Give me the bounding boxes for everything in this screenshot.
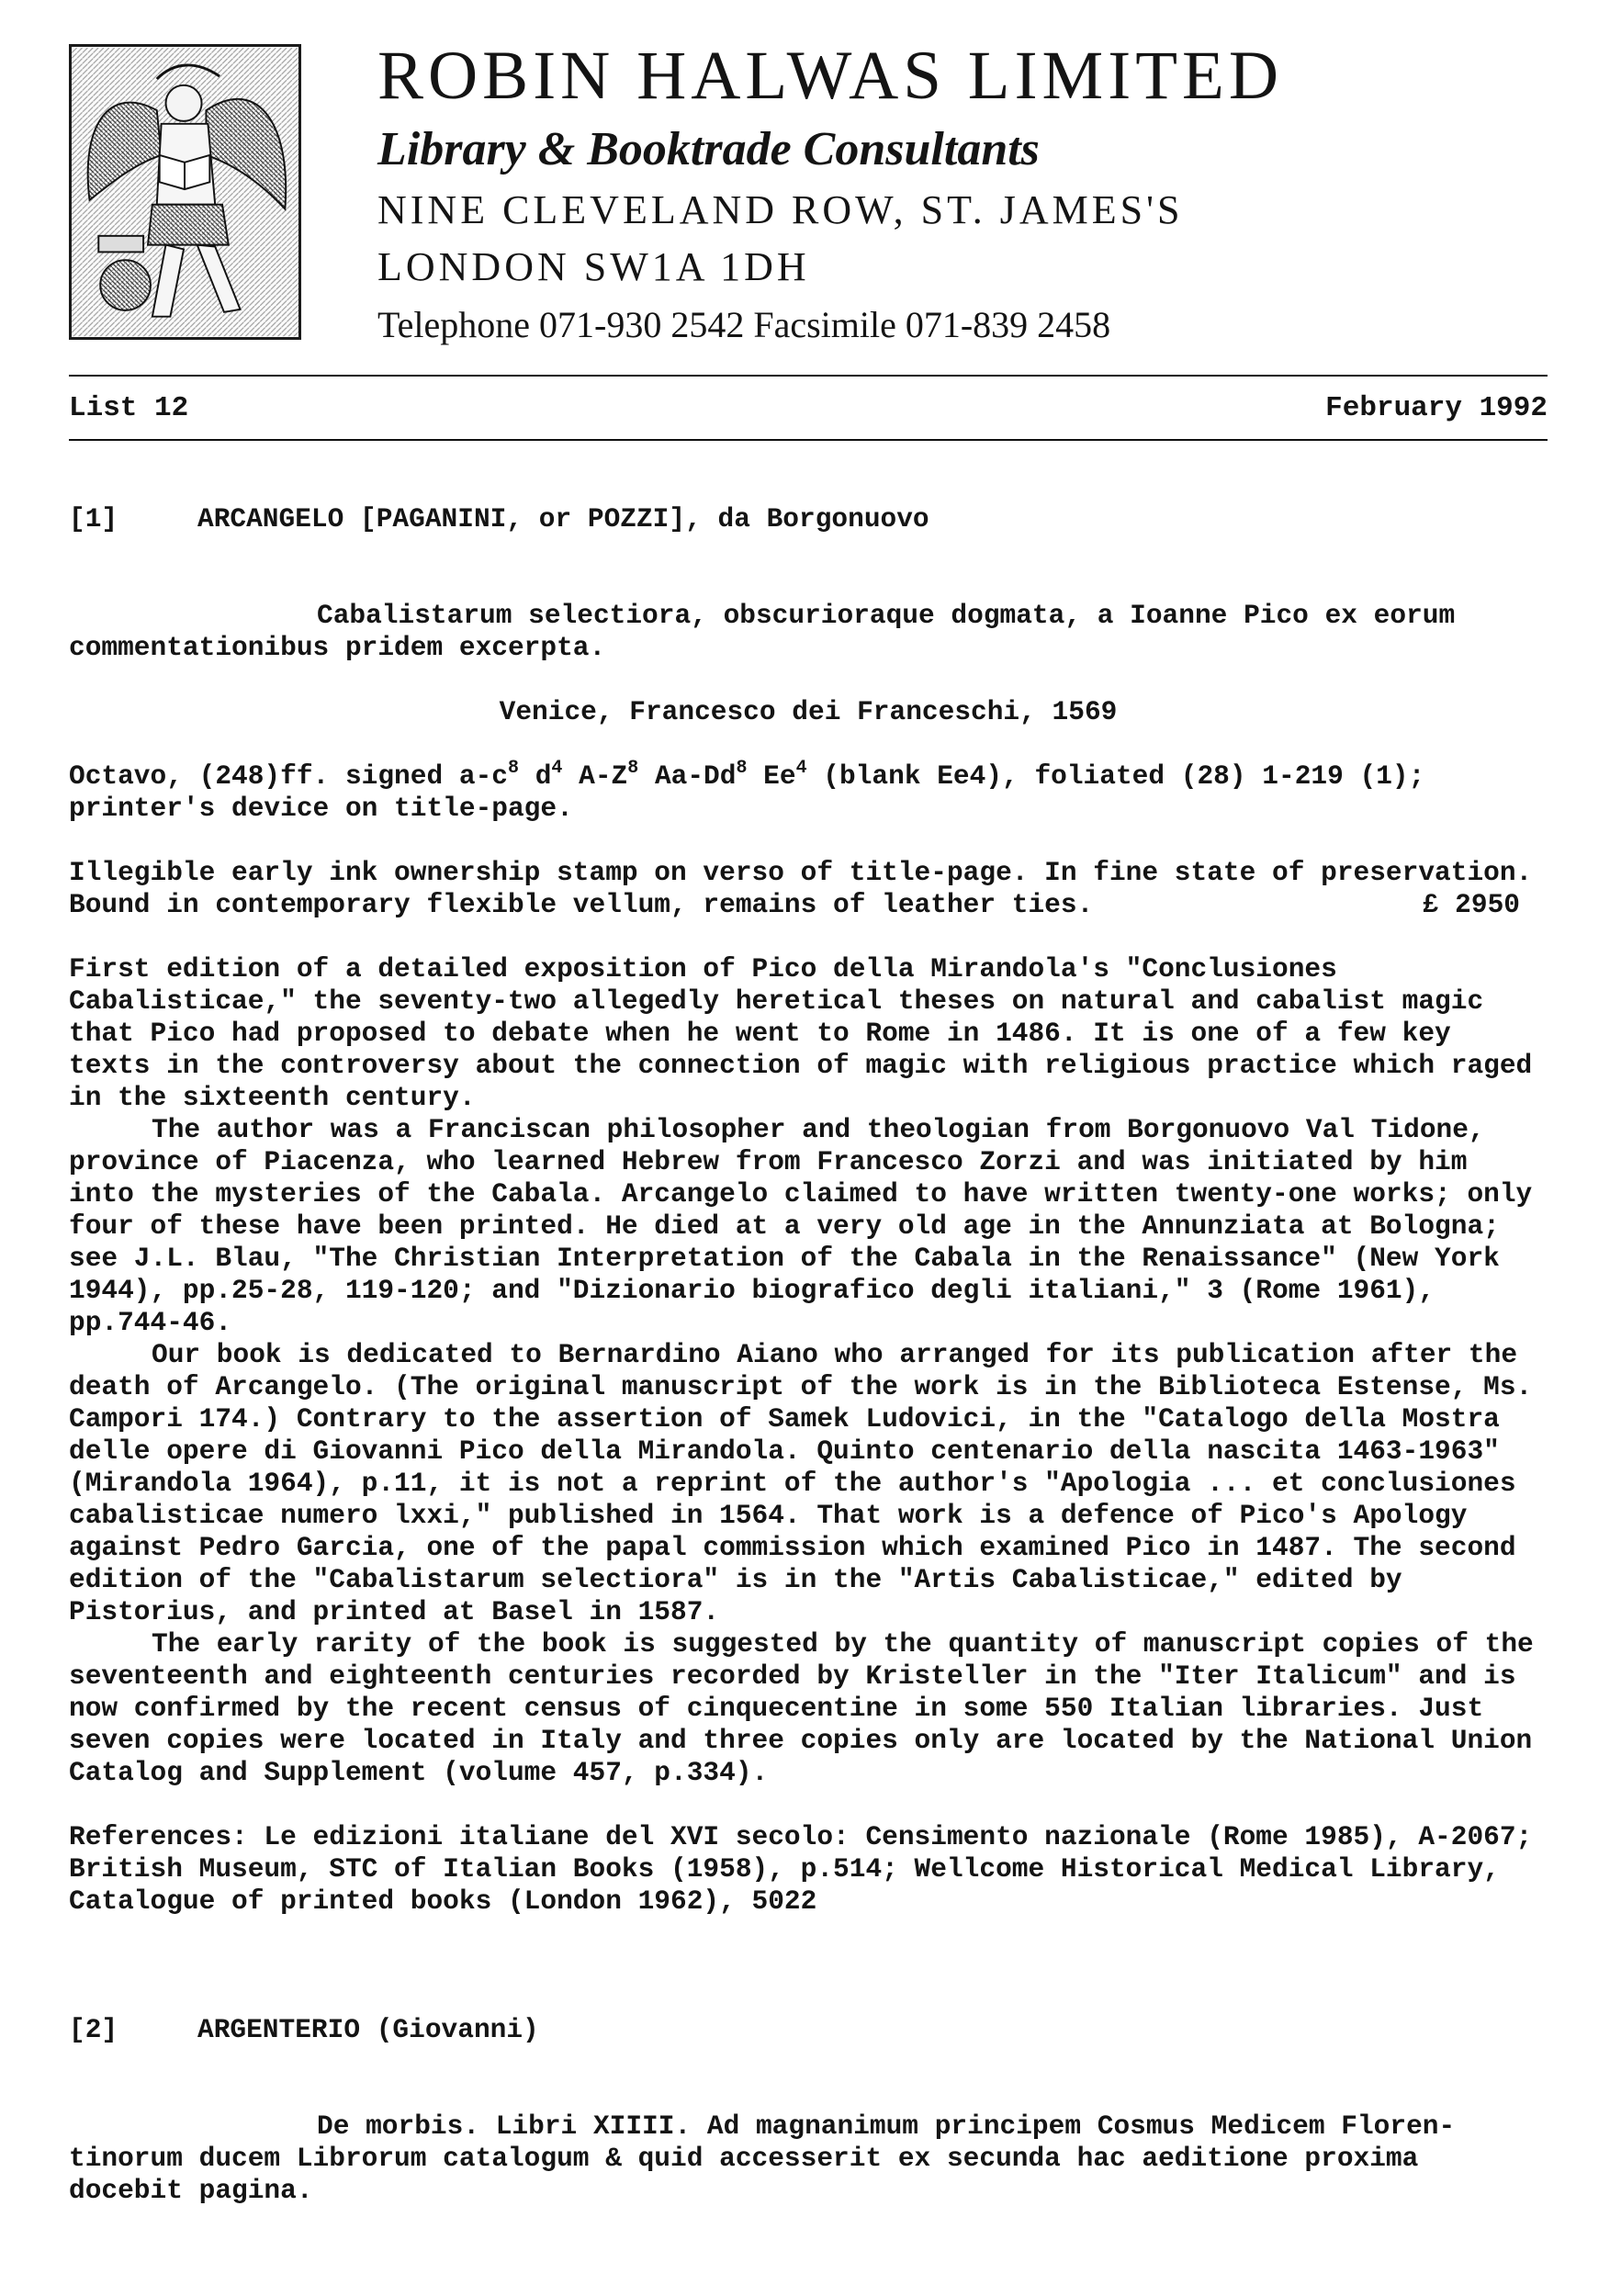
entry-collation: Octavo, (248)ff. signed $a-c^8$ $d^4$ $A-Z^8$ Aa-Dd$^8$ Ee$^4$ (blank Ee4), foliated (28) 1-219 (1); — [69, 758, 1425, 792]
entry-title-line1: Cabalistarum selectiora, obscurioraque dogmata, a Ioanne Pico ex eorum — [317, 600, 1456, 631]
entry-note-para-2: The author was a Franciscan philosopher and theologian from Borgonuovo Val Tidone, province of Piacenza, who learned Hebrew from Francesco Zorzi and was initiated by him into the mysteries of the Cabala. Arcangelo claimed to have written twenty-one works; only four of these have been printed. He died at a very old age in the Annunziata at Bologna; see J.L. Blau, "The Christian Interpretation of the Cabala in the Renaissance" (New York 1944), pp.25-28, 119-120; and "Dizionario biografico degli italiani," 3 (Rome 1961), pp.744-46. — [69, 1114, 1533, 1338]
entry-price: £ 2950 — [1422, 889, 1520, 920]
tagline: Library & Booktrade Consultants — [377, 123, 1040, 175]
list-meta — [69, 390, 1548, 427]
entry-condition: Illegible early ink ownership stamp on verso of title-page. In fine state of preservation. — [69, 857, 1533, 888]
entry-number: [2] — [69, 2014, 118, 2045]
address-line-2: LONDON SW1A 1DH — [377, 244, 810, 289]
list-number: List 12 — [69, 392, 189, 424]
entry-title-line1: De morbis. Libri XIIII. Ad magnanimum principem Cosmus Medicem Floren- — [317, 2110, 1456, 2142]
entry-imprint: Venice, Francesco dei Franceschi, 1569 — [499, 696, 1118, 727]
entry-binding-row — [69, 889, 1548, 921]
entry-note-para-4: The early rarity of the book is suggested by the quantity of manuscript copies of the seventeenth and eighteenth centuries recorded by Kristeller in the "Iter Italicum" and is now confirmed by the recent census of cinquecentine in some 550 Italian libraries. Just seven copies were located in Italy and three copies only are located by the National Union Catalog and Supplement (volume 457, p.334). — [69, 1628, 1534, 1788]
entry-author: ARCANGELO [PAGANINI, or POZZI], da Borgonuovo — [197, 503, 929, 535]
entry-heading — [69, 503, 1548, 535]
entry-title-line2: tinorum ducem Librorum catalogum & quid accesserit ex secunda hac aeditione proxima docebit pagina. — [69, 2143, 1419, 2206]
entry-note-para-1: First edition of a detailed exposition of Pico della Mirandola's "Conclusiones Cabalisticae," the seventy-two allegedly heretical theses on natural and cabalist magic that Pico had proposed to debate when he went to Rome in 1486. It is one of a few key texts in the controversy about the connection of magic with religious practice which raged in the sixteenth century. — [69, 953, 1533, 1113]
entry-author: ARGENTERIO (Giovanni) — [197, 2014, 539, 2045]
list-date: February 1992 — [1325, 392, 1548, 424]
header-rule-top — [69, 375, 1548, 377]
winged-figure-icon — [72, 47, 298, 337]
contact-line: Telephone 071-930 2542 Facsimile 071-839 2458 — [377, 304, 1111, 345]
entry-heading — [69, 2014, 1548, 2046]
entry-references: References: Le edizioni italiane del XVI secolo: Censimento nazionale (Rome 1985), A-2067; British Museum, STC of Italian Books (1958), p.514; Wellcome Historical Medical Library, Catalogue of printed books (London 1962), 5022 — [69, 1821, 1533, 1917]
catalogue-body — [69, 503, 1548, 2207]
entry-number: [1] — [69, 503, 118, 535]
letterhead — [377, 35, 1571, 355]
entry-note-para-3: Our book is dedicated to Bernardino Aiano who arranged for its publication after the death of Arcangelo. (The original manuscript of the work is in the Biblioteca Estense, Ms. Campori 174.) Contrary to the assertion of Samek Ludovici, in the "Catalogo della Mostra delle opere di Giovanni Pico della Mirandola. Quinto centenario della nascita 1463-1963" (Mirandola 1964), p.11, it is not a reprint of the author's "Apologia ... et conclusiones cabalisticae numero lxxi," published in 1564. That work is a defence of Pico's Apology against Pedro Garcia, one of the papal commission which examined Pico in 1487. The second edition of the "Cabalistarum selectiora" is in the "Artis Cabalisticae," edited by Pistorius, and printed at Basel in 1587. — [69, 1339, 1533, 1627]
entry-binding: Bound in contemporary flexible vellum, remains of leather ties. — [69, 889, 1094, 920]
logo-engraving — [69, 44, 301, 340]
entry-title-line2: commentationibus pridem excerpta. — [69, 632, 606, 663]
header-rule-bottom — [69, 439, 1548, 441]
entry-collation-line2: printer's device on title-page. — [69, 793, 573, 824]
address-line-1: NINE CLEVELAND ROW, ST. JAMES'S — [377, 187, 1184, 232]
firm-name: ROBIN HALWAS LIMITED — [377, 38, 1284, 114]
